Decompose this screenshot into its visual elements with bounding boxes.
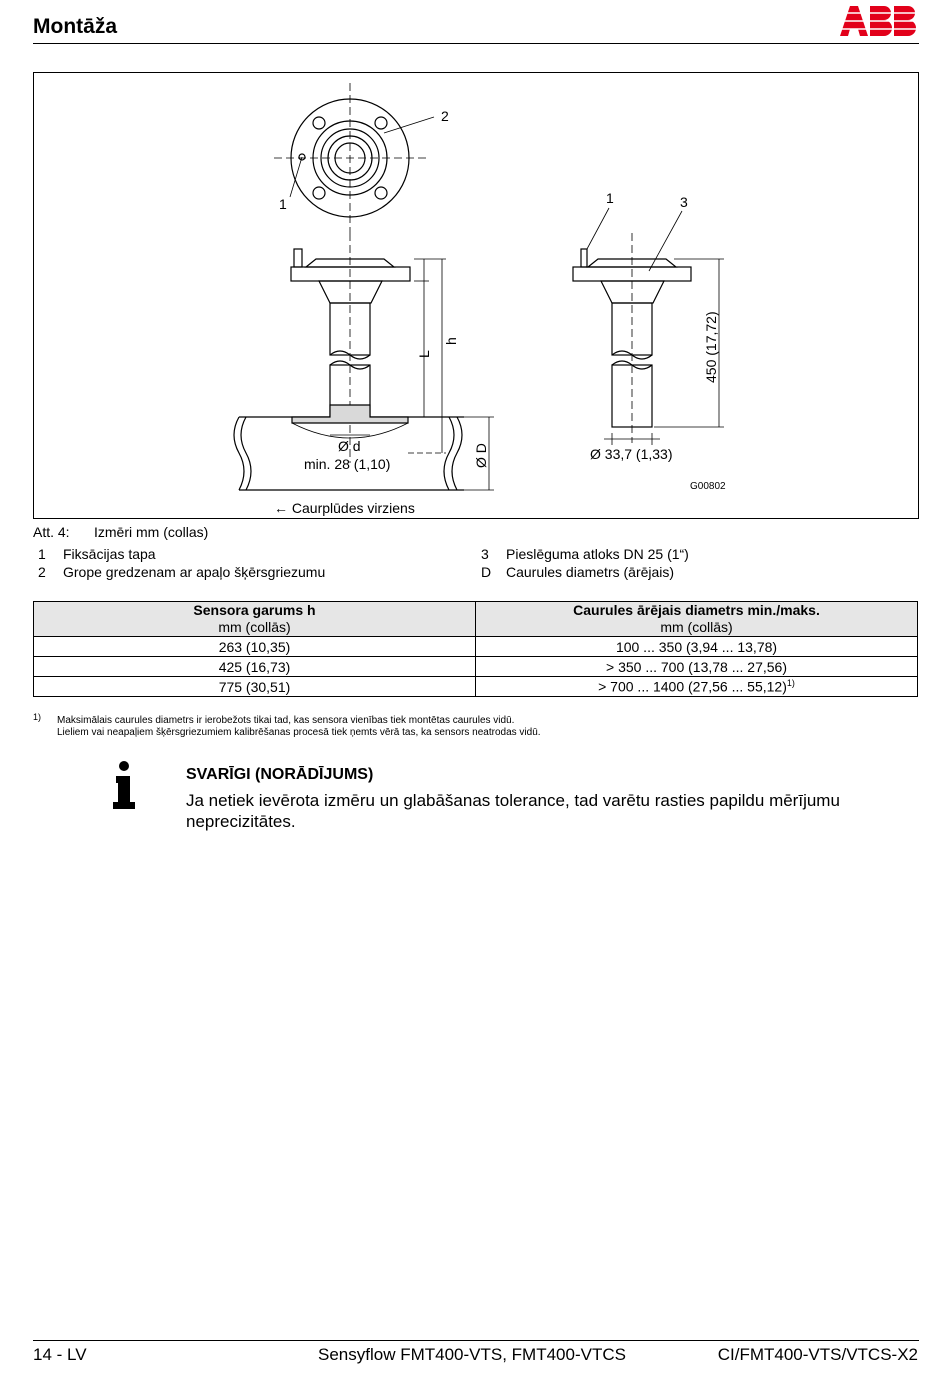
table-header-row xyxy=(34,602,918,637)
legend-text-2: Grope gredzenam ar apaļo šķērsgriezumu xyxy=(63,564,326,580)
table-cell: 775 (30,51) xyxy=(34,677,476,697)
callout-3: 3 xyxy=(680,194,688,210)
footnote-mark: 1) xyxy=(33,712,42,722)
header-rule xyxy=(33,43,919,44)
dim-450-label: 450 (17,72) xyxy=(703,311,719,383)
col1-heading: Sensora garums h xyxy=(193,602,316,618)
dim-L-label: L xyxy=(416,350,432,358)
legend-text-D: Caurules diametrs (ārējais) xyxy=(506,564,675,580)
table-cell xyxy=(476,677,918,697)
note-heading: SVARĪGI (NORĀDĪJUMS) xyxy=(186,766,374,783)
table-row xyxy=(34,637,918,657)
legend-num-D: D xyxy=(481,564,492,580)
footer-rule xyxy=(33,1340,919,1341)
table-cell: 100 ... 350 (3,94 ... 13,78) xyxy=(476,637,918,657)
note-text: Ja netiek ievērota izmēru un glabāšanas tolerance, tad varētu rasties papildu mērījumu neprecizitātes. xyxy=(186,791,840,831)
callout-1-right: 1 xyxy=(606,190,614,206)
abb-logo xyxy=(838,4,918,38)
table-cell: 425 (16,73) xyxy=(34,657,476,677)
footnote-ref: 1) xyxy=(786,678,795,689)
footnote-text xyxy=(57,715,541,739)
table-header-col1 xyxy=(34,602,476,637)
page-title: Montāža xyxy=(33,15,117,38)
footer-product: Sensyflow FMT400-VTS, FMT400-VTCS xyxy=(318,1345,626,1364)
callout-2: 2 xyxy=(441,108,449,124)
table-header-col2 xyxy=(476,602,918,637)
col1-unit: mm (collās) xyxy=(218,619,291,635)
info-icon xyxy=(112,760,136,810)
footer-page-number: 14 - LV xyxy=(33,1345,87,1364)
table-cell: > 350 ... 700 (13,78 ... 27,56) xyxy=(476,657,918,677)
table-cell: 263 (10,35) xyxy=(34,637,476,657)
flow-direction: ← Caurplūdes virziens xyxy=(274,500,415,516)
callout-1-left: 1 xyxy=(279,196,287,212)
table-row xyxy=(34,677,918,697)
col2-unit: mm (collās) xyxy=(660,619,733,635)
legend-num-2: 2 xyxy=(38,564,46,580)
footer-doc-id: CI/FMT400-VTS/VTCS-X2 xyxy=(717,1345,918,1364)
dim-d-label: Ø d xyxy=(338,438,361,454)
dimension-table xyxy=(33,601,918,697)
figure-code: G00802 xyxy=(690,481,726,492)
figure-caption-label: Att. 4: xyxy=(33,524,70,540)
dimension-drawing xyxy=(33,72,919,519)
drawing-svg xyxy=(34,73,918,518)
footnote-line-1: Maksimālais caurules diametrs ir ierobežots tikai tad, kas sensora vienības tiek montētas caurules vidū. xyxy=(57,715,515,726)
table-row xyxy=(34,657,918,677)
legend-num-1: 1 xyxy=(38,546,46,562)
dim-D-label: Ø D xyxy=(473,443,489,468)
col2-heading: Caurules ārējais diametrs min./maks. xyxy=(573,602,820,618)
legend-num-3: 3 xyxy=(481,546,489,562)
figure-caption-text: Izmēri mm (collas) xyxy=(94,524,209,540)
footnote-line-2: Lieliem vai neapaļiem šķērsgriezumiem kalibrēšanas procesā tiek ņemts vērā tas, ka sensors neatrodas vidū. xyxy=(57,727,541,738)
legend-text-1: Fiksācijas tapa xyxy=(63,546,156,562)
table-cell-text: > 700 ... 1400 (27,56 ... 55,12) xyxy=(598,678,787,695)
dim-min-label: min. 28 (1,10) xyxy=(304,456,391,472)
legend-text-3: Pieslēguma atloks DN 25 (1“) xyxy=(506,546,689,562)
dim-33-label: Ø 33,7 (1,33) xyxy=(590,446,673,462)
dim-h-label: h xyxy=(443,337,459,345)
